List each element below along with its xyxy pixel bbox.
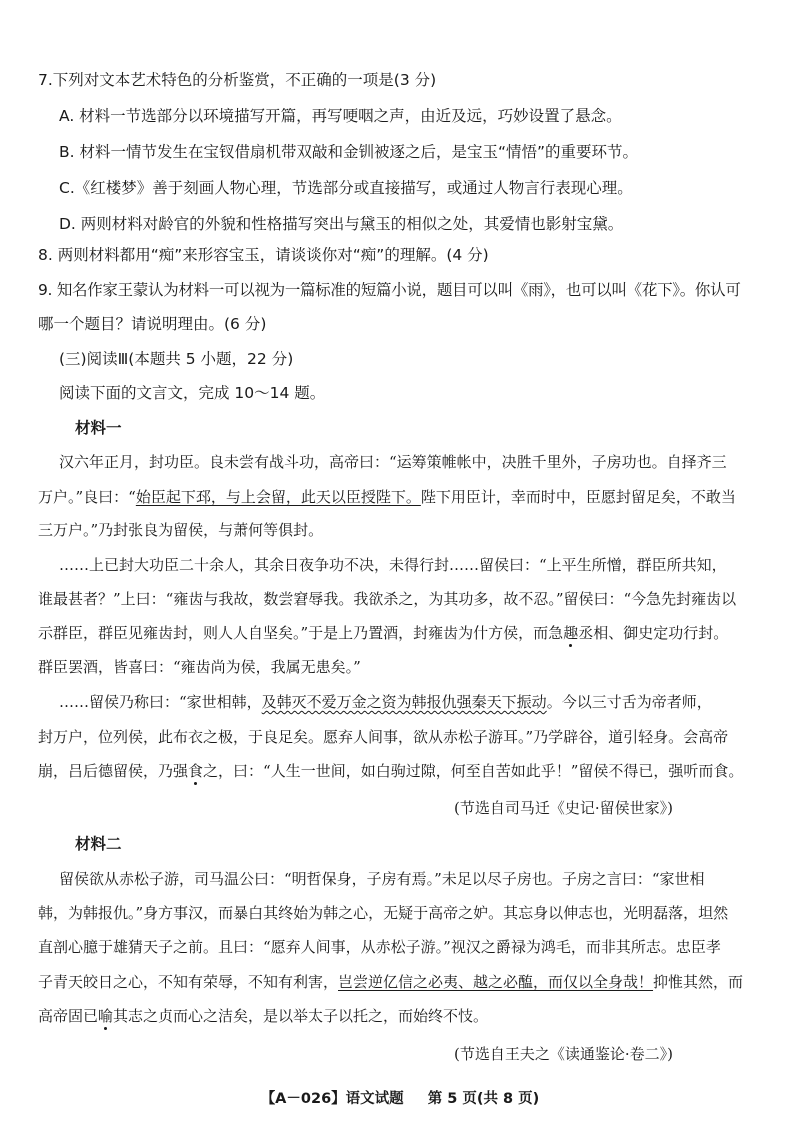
material1-source: (节选自司马迁《史记·留侯世家》) [454, 799, 673, 817]
m1-p1-line1: 汉六年正月，封功臣。良未尝有战斗功，高帝曰：“运筹策帷帐中，决胜千里外，子房功也。自择齐三 [59, 453, 727, 471]
q7-option-d: D. 两则材料对龄官的外貌和性格描写突出与黛玉的相似之处，其爱情也影射宝黛。 [59, 215, 624, 233]
m2-line3: 直剖心臆于雄猜天子之前。且曰：“愿弃人间事，从赤松子游。”视汉之爵禄为鸿毛，而非其所志。忠臣孝 [38, 938, 721, 956]
dotted-word-yu: 喻 [98, 1007, 114, 1025]
m1-p3-line1: ……留侯乃称曰：“家世相韩，及韩灭不爱万金之资为韩报仇强秦天下振动。今以三寸舌为帝者师， [59, 693, 712, 711]
m1-p3-line2: 封万户，位列侯，此布衣之极，于良足矣。愿弃人间事，欲从赤松子游耳。”乃学辟谷，道引轻身。会高帝 [38, 728, 729, 746]
q7-option-a: A. 材料一节选部分以环境描写开篇，再写哽咽之声，由近及远，巧妙设置了悬念。 [59, 107, 622, 125]
page-footer [0, 1087, 800, 1108]
q7-option-c: C.《红楼梦》善于刻画人物心理，节选部分或直接描写，或通过人物言行表现心理。 [59, 179, 633, 197]
m2-line1: 留侯欲从赤松子游，司马温公曰：“明哲保身，子房有焉。”未足以尽子房也。子房之言曰：“家世相 [59, 870, 705, 888]
m1-p1-line3: 三万户。”乃封张良为留侯，与萧何等俱封。 [38, 521, 324, 539]
q9-line1: 9. 知名作家王蒙认为材料一可以视为一篇标准的短篇小说，题目可以叫《雨》，也可以叫《花下》。你认可 [38, 281, 741, 299]
material1-heading: 材料一 [75, 419, 122, 437]
q8-stem: 8. 两则材料都用“痴”来形容宝玉，请谈谈你对“痴”的理解。(4 分) [38, 246, 489, 264]
q9-line2: 哪一个题目？请说明理由。(6 分) [38, 315, 267, 333]
material2-source: (节选自王夫之《读通鉴论·卷二》) [454, 1045, 673, 1063]
m2-line4: 子青天皎日之心，不知有荣辱，不知有利害，岂尝逆亿信之必夷、越之必醢，而仅以全身哉！抑惟其然，而 [38, 973, 744, 991]
m1-p2-line2: 谁最甚者？”上曰：“雍齿与我故，数尝窘辱我。我欲杀之，为其功多，故不忍。”留侯曰：“今急先封雍齿以 [38, 590, 737, 608]
m1-p1-line2: 万户。”良曰：“始臣起下邳，与上会留，此天以臣授陛下。陛下用臣计，幸而时中，臣愿封留足矣，不敢当 [38, 488, 736, 506]
underlined-sentence-1: 始臣起下邳，与上会留，此天以臣授陛下。 [135, 488, 421, 506]
section-title: (三)阅读Ⅲ(本题共 5 小题，22 分) [59, 350, 294, 368]
q7-option-b: B. 材料一情节发生在宝钗借扇机带双敲和金钏被逐之后，是宝玉“情悟”的重要环节。 [59, 143, 639, 161]
dotted-word-qu: 趣 [563, 624, 579, 642]
material2-heading: 材料二 [75, 835, 122, 853]
m2-line2: 韩，为韩报仇。”身方事汉，而暴白其终始为韩之心，无疑于高帝之妒。其忘身以伸志也，光明磊落，坦然 [38, 904, 729, 922]
m1-p3-line3: 崩，吕后德留侯，乃强食之，曰：“人生一世间，如白驹过隙，何至自苦如此乎！”留侯不得已，强听而食。 [38, 762, 744, 780]
exam-code: 【A－026】语文试题 [260, 1091, 404, 1107]
section-instruction: 阅读下面的文言文，完成 10～14 题。 [59, 384, 326, 402]
m1-p2-line3: 示群臣，群臣见雍齿封，则人人自坚矣。”于是上乃置酒，封雍齿为什方侯，而急趣丞相、御史定功行封。 [38, 624, 729, 642]
wavy-underlined-sentence: 及韩灭不爱万金之资为韩报仇强秦天下振动 [261, 693, 547, 711]
m1-p2-line1: ……上已封大功臣二十余人，其余日夜争功不决，未得行封……留侯曰：“上平生所憎，群臣所共知， [59, 556, 727, 574]
underlined-sentence-2: 岂尝逆亿信之必夷、越之必醢，而仅以全身哉！ [338, 973, 654, 991]
q7-stem: 7.下列对文本艺术特色的分析鉴赏，不正确的一项是(3 分) [38, 71, 437, 89]
m1-p2-line4: 群臣罢酒，皆喜曰：“雍齿尚为侯，我属无患矣。” [38, 658, 361, 676]
dotted-word-si: 食 [188, 762, 204, 780]
m2-line5: 高帝固已喻其志之贞而心之洁矣，是以举太子以托之，而始终不忮。 [38, 1007, 489, 1025]
page-number: 第 5 页(共 8 页) [427, 1091, 540, 1107]
